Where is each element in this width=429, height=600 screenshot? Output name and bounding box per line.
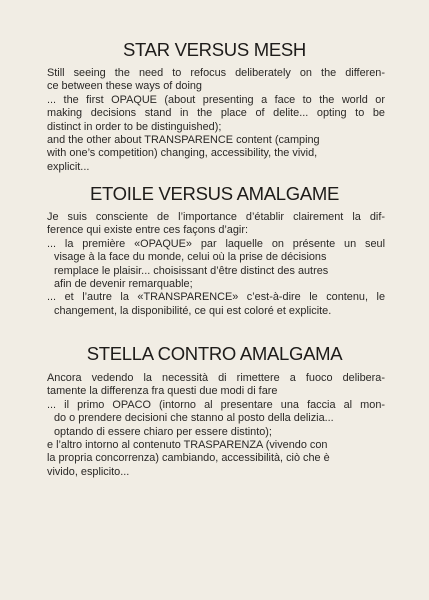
- heading-italian: STELLA CONTRO AMALGAMA: [86, 343, 343, 364]
- text-line: afin de devenir remarquable;: [54, 278, 193, 291]
- text-line: ... il primo OPACO (intorno al presentare una faccia al mon-: [47, 398, 385, 411]
- text-line: explicit...: [47, 160, 90, 173]
- text-line: and the other about TRANSPARENCE content (camping: [47, 134, 320, 147]
- text-line: remplace le plaisir... choisissant d’être distinct des autres: [54, 264, 329, 277]
- heading-english: STAR VERSUS MESH: [123, 39, 306, 60]
- text-line: ce between these ways of doing: [47, 80, 202, 93]
- text-line: vivido, esplicito...: [47, 465, 130, 478]
- text-line: do o prendere decisioni che stanno al posto della delizia...: [54, 412, 334, 425]
- text-line: tamente la differenza fra questi due modi di fare: [47, 385, 278, 398]
- text-line: optando di essere chiaro per essere distinto);: [54, 425, 272, 438]
- text-line: ... la première «OPAQUE» par laquelle on présente un seul: [47, 237, 385, 250]
- text-line: Still seeing the need to refocus deliberately on the differen-: [47, 67, 385, 79]
- heading-french: ETOILE VERSUS AMALGAME: [89, 183, 340, 204]
- text-line: with one’s competition) changing, accessibility, the vivid,: [47, 147, 318, 160]
- text-line: making decisions stand in the place of delite... opting to be: [47, 107, 385, 120]
- paragraph-english: [47, 67, 385, 174]
- paragraph-italian: [47, 372, 385, 479]
- text-line: Je suis consciente de l’importance d’établir clairement la dif-: [47, 211, 385, 223]
- text-line: e l’altro intorno al contenuto TRASPARENZA (vivendo con: [47, 439, 328, 452]
- text-line: changement, la disponibilité, ce qui est coloré et explicite.: [54, 304, 332, 317]
- text-line: Ancora vedendo la necessità di rimettere a fuoco delibera-: [47, 372, 385, 384]
- text-line: visage à la face du monde, celui où la prise de décisions: [54, 251, 327, 264]
- text-line: la propria concorrenza) cambiando, accessibilità, ciò che è: [47, 452, 330, 465]
- paragraph-french: [47, 211, 385, 318]
- text-line: ference qui existe entre ces façons d’agir:: [47, 224, 248, 237]
- text-line: distinct in order to be distinguished);: [47, 120, 222, 133]
- text-line: ... the first OPAQUE (about presenting a face to the world or: [47, 93, 385, 106]
- text-line: ... et l’autre la «TRANSPARENCE» c’est-à-dire le contenu, le: [47, 291, 385, 304]
